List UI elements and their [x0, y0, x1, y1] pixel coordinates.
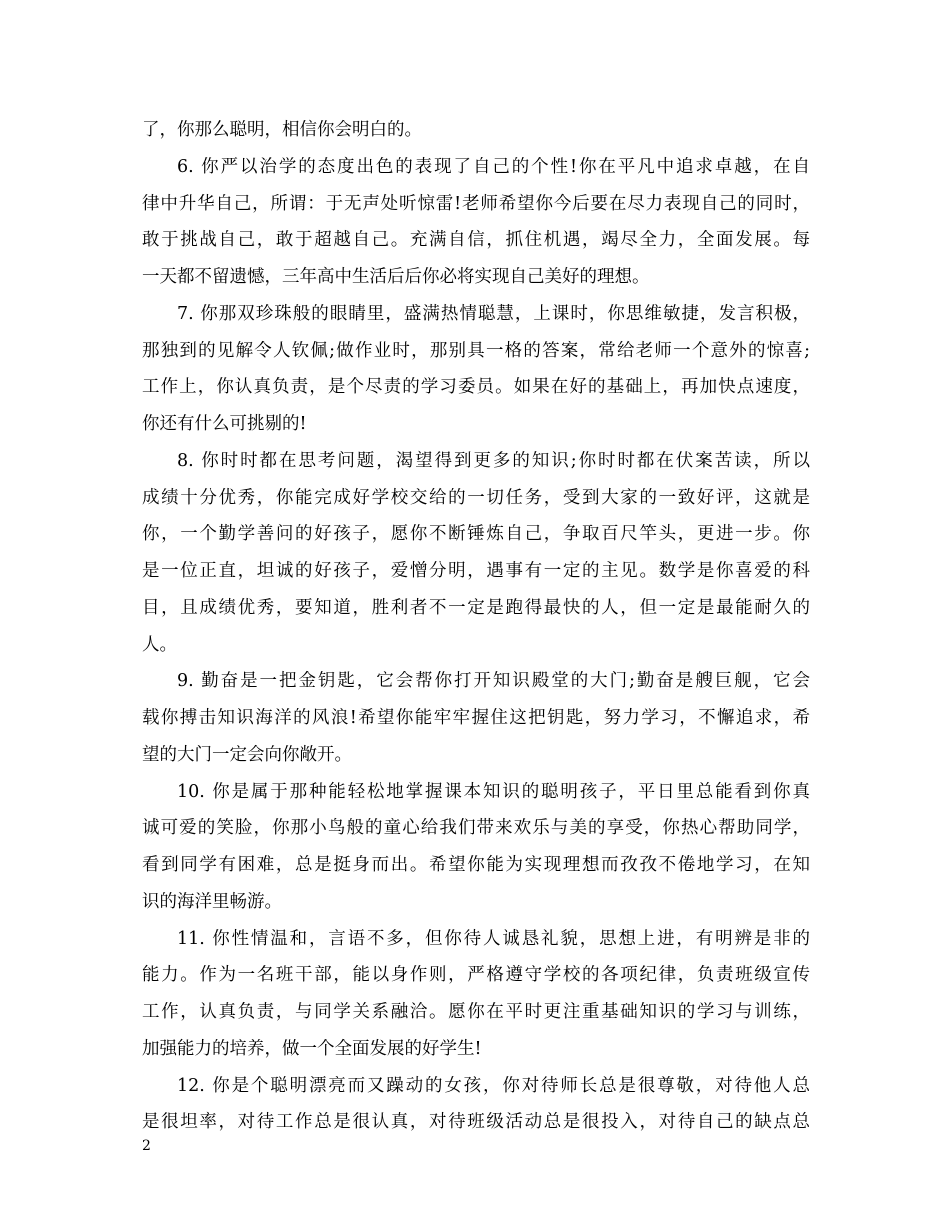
paragraph-item-7 [142, 296, 810, 443]
text-line: 是一位正直，坦诚的好孩子，爱憎分明，遇事有一定的主见。数学是你喜爱的科 [142, 561, 810, 581]
document-body [142, 112, 810, 1141]
text-line: 敢于挑战自己，敢于超越自己。充满自信，抓住机遇，竭尽全力，全面发展。每 [142, 230, 810, 251]
text-line: 12. 你是个聪明漂亮而又躁动的女孩，你对待师长总是很尊敬，对待他人总 [177, 1075, 810, 1096]
text-line: 识的海洋里畅游。 [142, 891, 282, 912]
text-line: 7. 你那双珍珠般的眼睛里，盛满热情聪慧，上课时，你思维敏捷，发言积极， [177, 303, 810, 324]
text-line: 了，你那么聪明，相信你会明白的。 [142, 120, 422, 140]
text-line: 6. 你严以治学的态度出色的表现了自己的个性!你在平凡中追求卓越，在自 [177, 156, 810, 177]
text-line: 成绩十分优秀，你能完成好学校交给的一切任务，受到大家的一致好评，这就是 [142, 487, 810, 508]
text-line: 工作，认真负责，与同学关系融洽。愿你在平时更注重基础知识的学习与训练， [142, 1002, 810, 1022]
text-line: 11. 你性情温和，言语不多，但你待人诚恳礼貌，思想上进，有明辨是非的 [177, 928, 810, 949]
text-line: 律中升华自己，所谓：于无声处听惊雷!老师希望你今后要在尽力表现自己的同时， [142, 193, 810, 214]
text-line: 一天都不留遗憾，三年高中生活后后你必将实现自己美好的理想。 [142, 267, 650, 287]
text-line: 诚可爱的笑脸，你那小鸟般的童心给我们带来欢乐与美的享受，你热心帮助同学， [142, 818, 810, 839]
text-line: 看到同学有困难，总是挺身而出。希望你能为实现理想而孜孜不倦地学习，在知 [142, 855, 810, 875]
text-line: 能力。作为一名班干部，能以身作则，严格遵守学校的各项纪律，负责班级宣传 [142, 965, 810, 986]
paragraph-item-11 [142, 921, 810, 1068]
text-line: 9. 勤奋是一把金钥匙，它会帮你打开知识殿堂的大门;勤奋是艘巨舰，它会 [177, 671, 810, 692]
paragraph-item-8 [142, 443, 810, 664]
paragraph-item-6 [142, 149, 810, 296]
text-line: 目，且成绩优秀，要知道，胜利者不一定是跑得最快的人，但一定是最能耐久的 [142, 597, 810, 618]
paragraph-item-12 [142, 1068, 810, 1142]
text-line: 10. 你是属于那种能轻松地掌握课本知识的聪明孩子，平日里总能看到你真 [177, 781, 810, 802]
text-line: 人。 [142, 634, 177, 655]
text-line: 加强能力的培养，做一个全面发展的好学生! [142, 1038, 482, 1059]
text-line: 望的大门一定会向你敞开。 [142, 744, 352, 765]
text-line: 是很坦率，对待工作总是很认真，对待班级活动总是很投入，对待自己的缺点总 [142, 1112, 810, 1133]
text-line: 那独到的见解令人钦佩;做作业时，那别具一格的答案，常给老师一个意外的惊喜; [142, 340, 810, 361]
paragraph-item-9 [142, 663, 810, 773]
paragraph-item-10 [142, 774, 810, 921]
text-line: 你，一个勤学善问的好孩子，愿你不断锤炼自己，争取百尺竿头，更进一步。你 [142, 524, 810, 545]
paragraph-continuation [142, 112, 810, 149]
text-line: 工作上，你认真负责，是个尽责的学习委员。如果在好的基础上，再加快点速度， [142, 377, 810, 398]
text-line: 载你搏击知识海洋的风浪!希望你能牢牢握住这把钥匙，努力学习，不懈追求，希 [142, 708, 810, 728]
page-number: 2 [142, 1138, 151, 1154]
text-line: 你还有什么可挑剔的! [142, 414, 307, 434]
text-line: 8. 你时时都在思考问题，渴望得到更多的知识;你时时都在伏案苦读，所以 [177, 450, 810, 471]
